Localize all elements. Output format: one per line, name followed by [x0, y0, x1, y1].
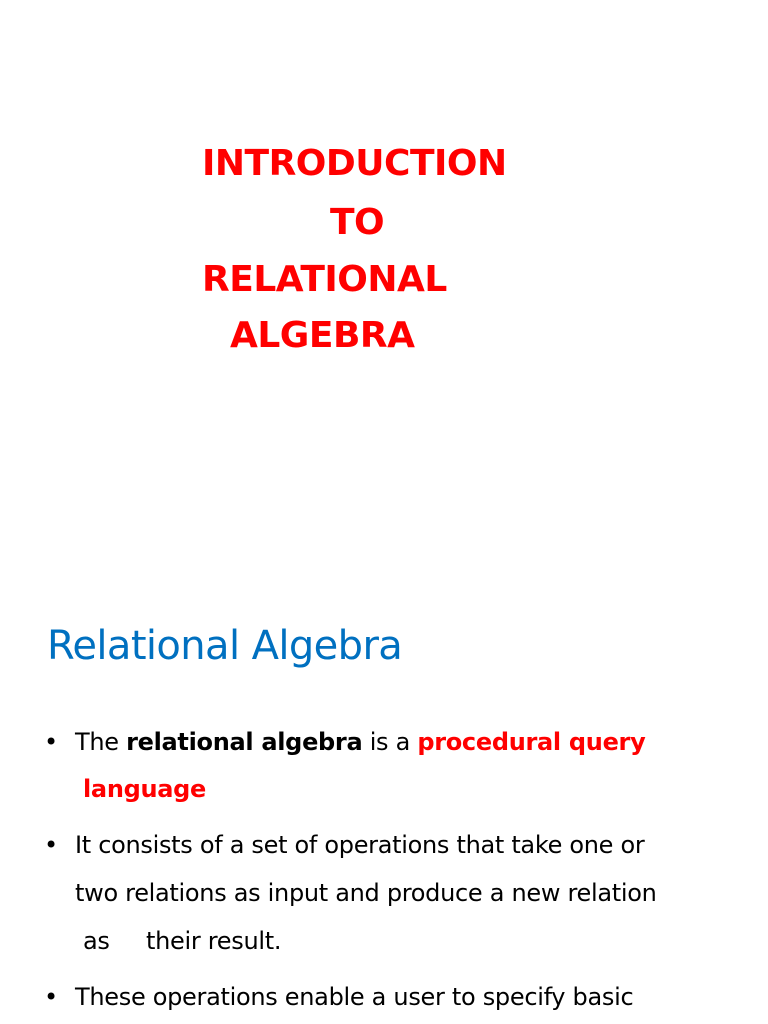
- bullet-1-line-2: language: [83, 775, 207, 803]
- bullet-2-line-2: two relations as input and produce a new relation: [75, 879, 657, 907]
- bullet-icon: •: [44, 728, 58, 756]
- bullet-1-text-b: is a: [362, 728, 418, 756]
- bullet-1-line-1: [75, 730, 645, 754]
- bullet-1-bold-term: relational algebra: [126, 728, 363, 756]
- title-line-3: RELATIONAL: [202, 259, 447, 300]
- title-line-2: TO: [330, 202, 385, 243]
- bullet-icon: •: [44, 983, 58, 1011]
- bullet-icon: •: [44, 831, 58, 859]
- slide-heading: Relational Algebra: [47, 623, 403, 669]
- title-line-1: INTRODUCTION: [202, 143, 507, 184]
- bullet-2-line-3b: their result.: [146, 927, 282, 955]
- bullet-2-line-3a: as: [83, 927, 110, 955]
- content-slide: [0, 580, 768, 1024]
- bullet-1-highlight: procedural query: [417, 728, 646, 756]
- bullet-3-line-1: These operations enable a user to specify basic: [75, 983, 634, 1011]
- title-line-4: ALGEBRA: [230, 315, 415, 356]
- bullet-2-line-1: It consists of a set of operations that take one or: [75, 831, 645, 859]
- bullet-1-text-a: The: [75, 728, 127, 756]
